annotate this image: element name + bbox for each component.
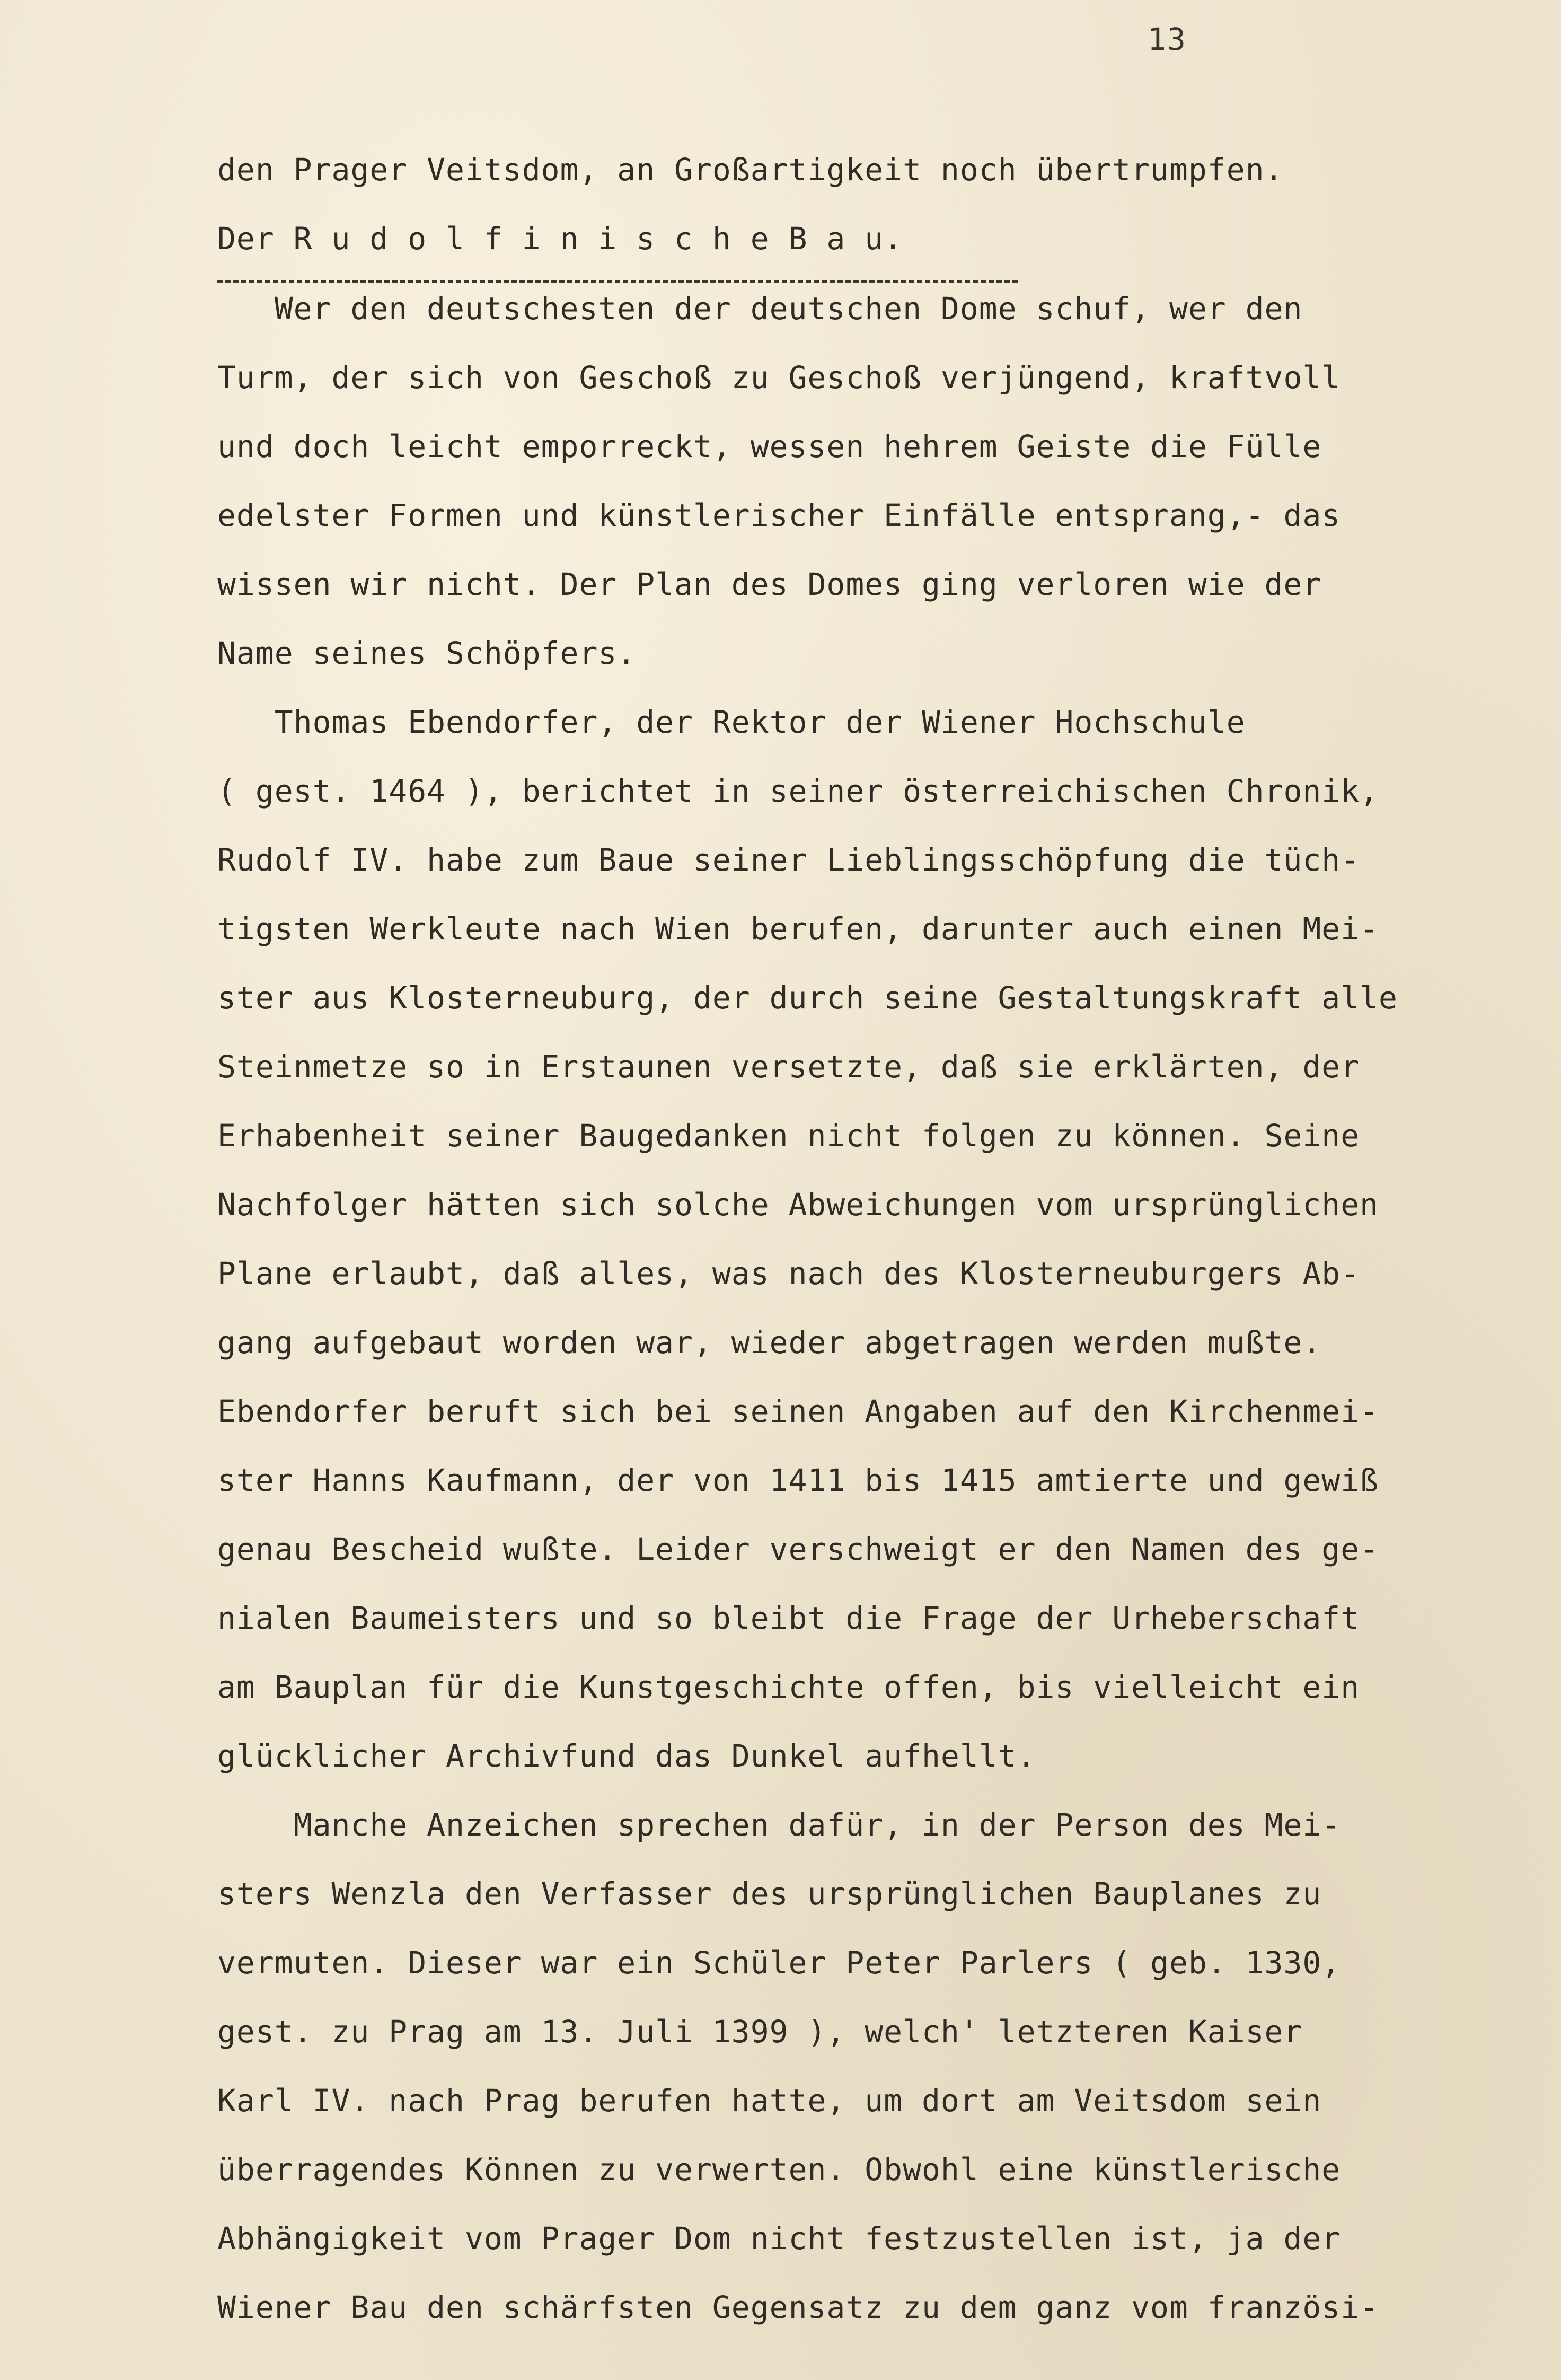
text-line: am Bauplan für die Kunstgeschichte offen, bis vielleicht ein — [217, 1669, 1360, 1705]
text-line: sters Wenzla den Verfasser des ursprünglichen Bauplanes zu — [217, 1876, 1322, 1912]
page-number: 13 — [1148, 21, 1187, 57]
text-line: wissen wir nicht. Der Plan des Domes ging verloren wie der — [217, 566, 1322, 602]
text-line: gang aufgebaut worden war, wieder abgetragen werden mußte. — [217, 1324, 1322, 1360]
heading-underline — [217, 280, 1018, 283]
text-line: und doch leicht emporreckt, wessen hehrem Geiste die Fülle — [217, 428, 1322, 464]
text-line: Manche Anzeichen sprechen dafür, in der Person des Mei- — [217, 1807, 1341, 1843]
section-heading: Der R u d o l f i n i s c h e B a u. — [217, 221, 903, 257]
text-line: Name seines Schöpfers. — [217, 635, 637, 671]
text-line: Thomas Ebendorfer, der Rektor der Wiener Hochschule — [217, 704, 1246, 740]
text-line: edelster Formen und künstlerischer Einfälle entsprang,- das — [217, 497, 1341, 533]
text-line: Rudolf IV. habe zum Baue seiner Lieblingsschöpfung die tüch- — [217, 842, 1360, 878]
text-line: Wiener Bau den schärfsten Gegensatz zu dem ganz vom französi- — [217, 2289, 1379, 2325]
text-line: ( gest. 1464 ), berichtet in seiner österreichischen Chronik, — [217, 773, 1379, 809]
text-line: tigsten Werkleute nach Wien berufen, darunter auch einen Mei- — [217, 911, 1379, 947]
text-line: Turm, der sich von Geschoß zu Geschoß verjüngend, kraftvoll — [217, 359, 1341, 396]
text-line: überragendes Können zu verwerten. Obwohl eine künstlerische — [217, 2151, 1341, 2188]
text-line: glücklicher Archivfund das Dunkel aufhellt. — [217, 1738, 1036, 1774]
text-line: Plane erlaubt, daß alles, was nach des Klosterneuburgers Ab- — [217, 1255, 1360, 1292]
text-line: nialen Baumeisters und so bleibt die Frage der Urheberschaft — [217, 1600, 1360, 1636]
text-line: gest. zu Prag am 13. Juli 1399 ), welch' letzteren Kaiser — [217, 2014, 1303, 2050]
text-line: Erhabenheit seiner Baugedanken nicht folgen zu können. Seine — [217, 1118, 1360, 1154]
text-line: Steinmetze so in Erstaunen versetzte, daß sie erklärten, der — [217, 1049, 1360, 1085]
text-line: den Prager Veitsdom, an Großartigkeit noch übertrumpfen. — [217, 152, 1284, 188]
text-line: Ebendorfer beruft sich bei seinen Angaben auf den Kirchenmei- — [217, 1393, 1379, 1429]
text-line: genau Bescheid wußte. Leider verschweigt er den Namen des ge- — [217, 1531, 1379, 1567]
text-line: Karl IV. nach Prag berufen hatte, um dort am Veitsdom sein — [217, 2083, 1322, 2119]
text-line: ster Hanns Kaufmann, der von 1411 bis 1415 amtierte und gewiß — [217, 1462, 1379, 1498]
text-line: Abhängigkeit vom Prager Dom nicht festzustellen ist, ja der — [217, 2220, 1341, 2256]
text-line: Nachfolger hätten sich solche Abweichungen vom ursprünglichen — [217, 1187, 1379, 1223]
text-line: ster aus Klosterneuburg, der durch seine Gestaltungskraft alle — [217, 980, 1398, 1016]
text-line: Wer den deutschesten der deutschen Dome schuf, wer den — [217, 291, 1303, 327]
text-line: vermuten. Dieser war ein Schüler Peter Parlers ( geb. 1330, — [217, 1945, 1341, 1981]
